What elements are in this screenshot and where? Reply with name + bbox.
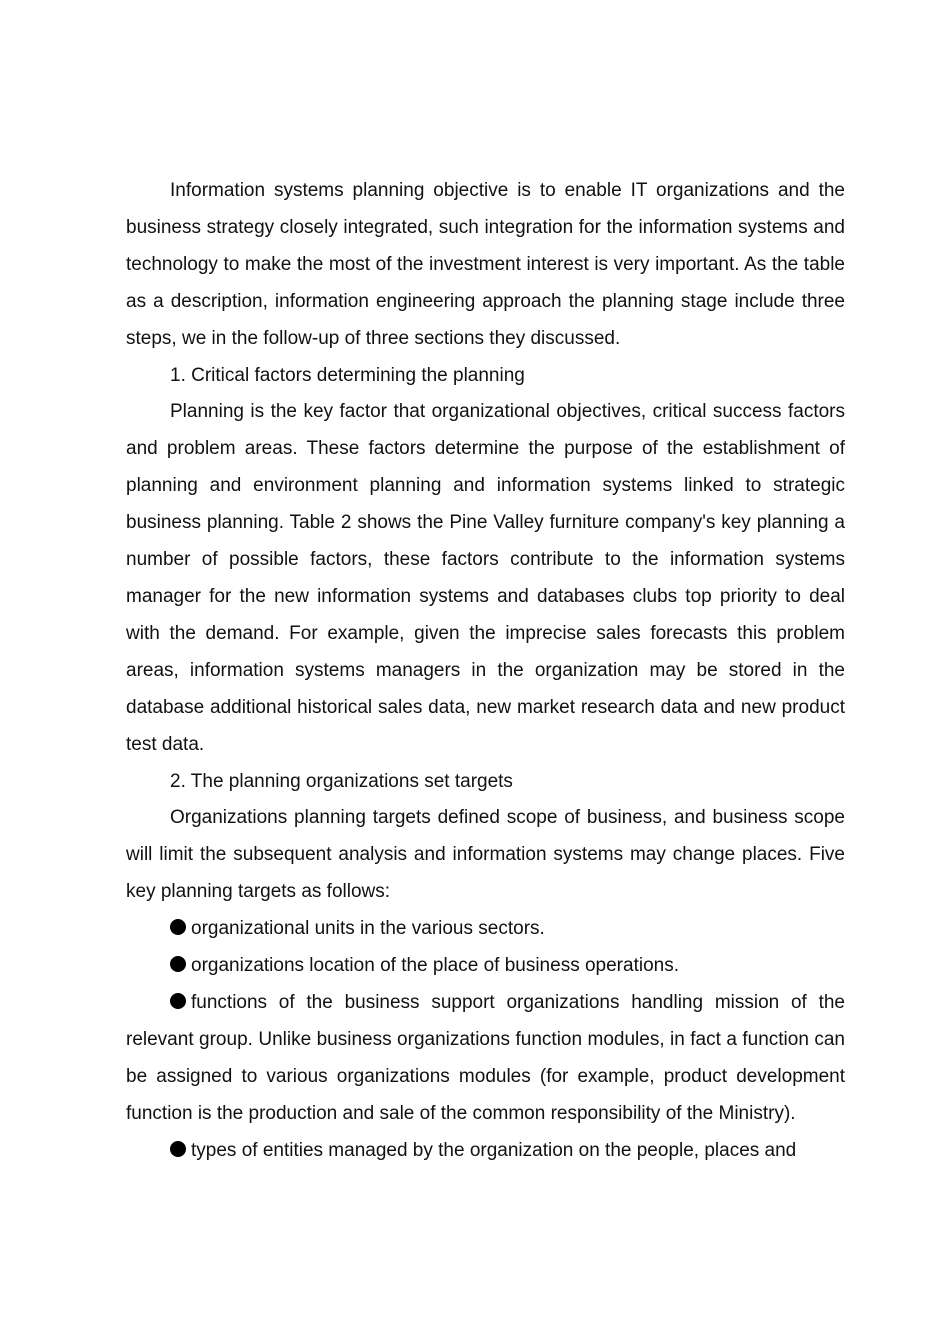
paragraph-intro (126, 173, 845, 358)
bullet-text: organizational units in the various sectors. (191, 918, 545, 940)
bullet-text: types of entities managed by the organization on the people, places and (191, 1139, 797, 1161)
section-heading-text: 1. Critical factors determining the planning (170, 364, 525, 386)
paragraph-text: Organizations planning targets defined scope of business, and business scope will limit the subsequent analysis and information systems may change places. Five key planning targets as follows: (126, 807, 845, 903)
paragraph-text: Information systems planning objective is to enable IT organizations and the business strategy closely integrated, such integration for the information systems and technology to make the most of the investment interest is very important. As the table as a description, information engineering approach the planning stage include three steps, we in the follow-up of three sections they discussed. (126, 180, 845, 349)
bullet-text: organizations location of the place of business operations. (191, 955, 679, 977)
paragraph-planning-targets (126, 800, 845, 911)
bullet-dot-icon (170, 956, 186, 972)
section-heading-planning-targets (126, 764, 845, 801)
bullet-text: functions of the business support organizations handling mission of the relevant group. Unlike business organizations function modules, in fact a function can be assigned to various organizations modules (for example, product development function is the production and sale of the common responsibility of the Ministry). (126, 991, 845, 1124)
bullet-item-units (126, 911, 845, 948)
section-heading-text: 2. The planning organizations set targets (170, 770, 513, 792)
bullet-item-entity-types (126, 1133, 845, 1170)
bullet-dot-icon (170, 993, 186, 1009)
section-heading-critical-factors (126, 358, 845, 395)
bullet-dot-icon (170, 919, 186, 935)
bullet-item-locations (126, 948, 845, 985)
paragraph-critical-factors (126, 394, 845, 763)
paragraph-text: Planning is the key factor that organizational objectives, critical success factors and problem areas. These factors determine the purpose of the establishment of planning and environment planning and information systems linked to strategic business planning. Table 2 shows the Pine Valley furniture company's key planning a number of possible factors, these factors contribute to the information systems manager for the new information systems and databases clubs top priority to deal with the demand. For example, given the imprecise sales forecasts this problem areas, information systems managers in the organization may be stored in the database additional historical sales data, new market research data and new product test data. (126, 401, 845, 755)
bullet-item-functions (126, 985, 845, 1133)
bullet-dot-icon (170, 1141, 186, 1157)
document-body (126, 173, 845, 1169)
